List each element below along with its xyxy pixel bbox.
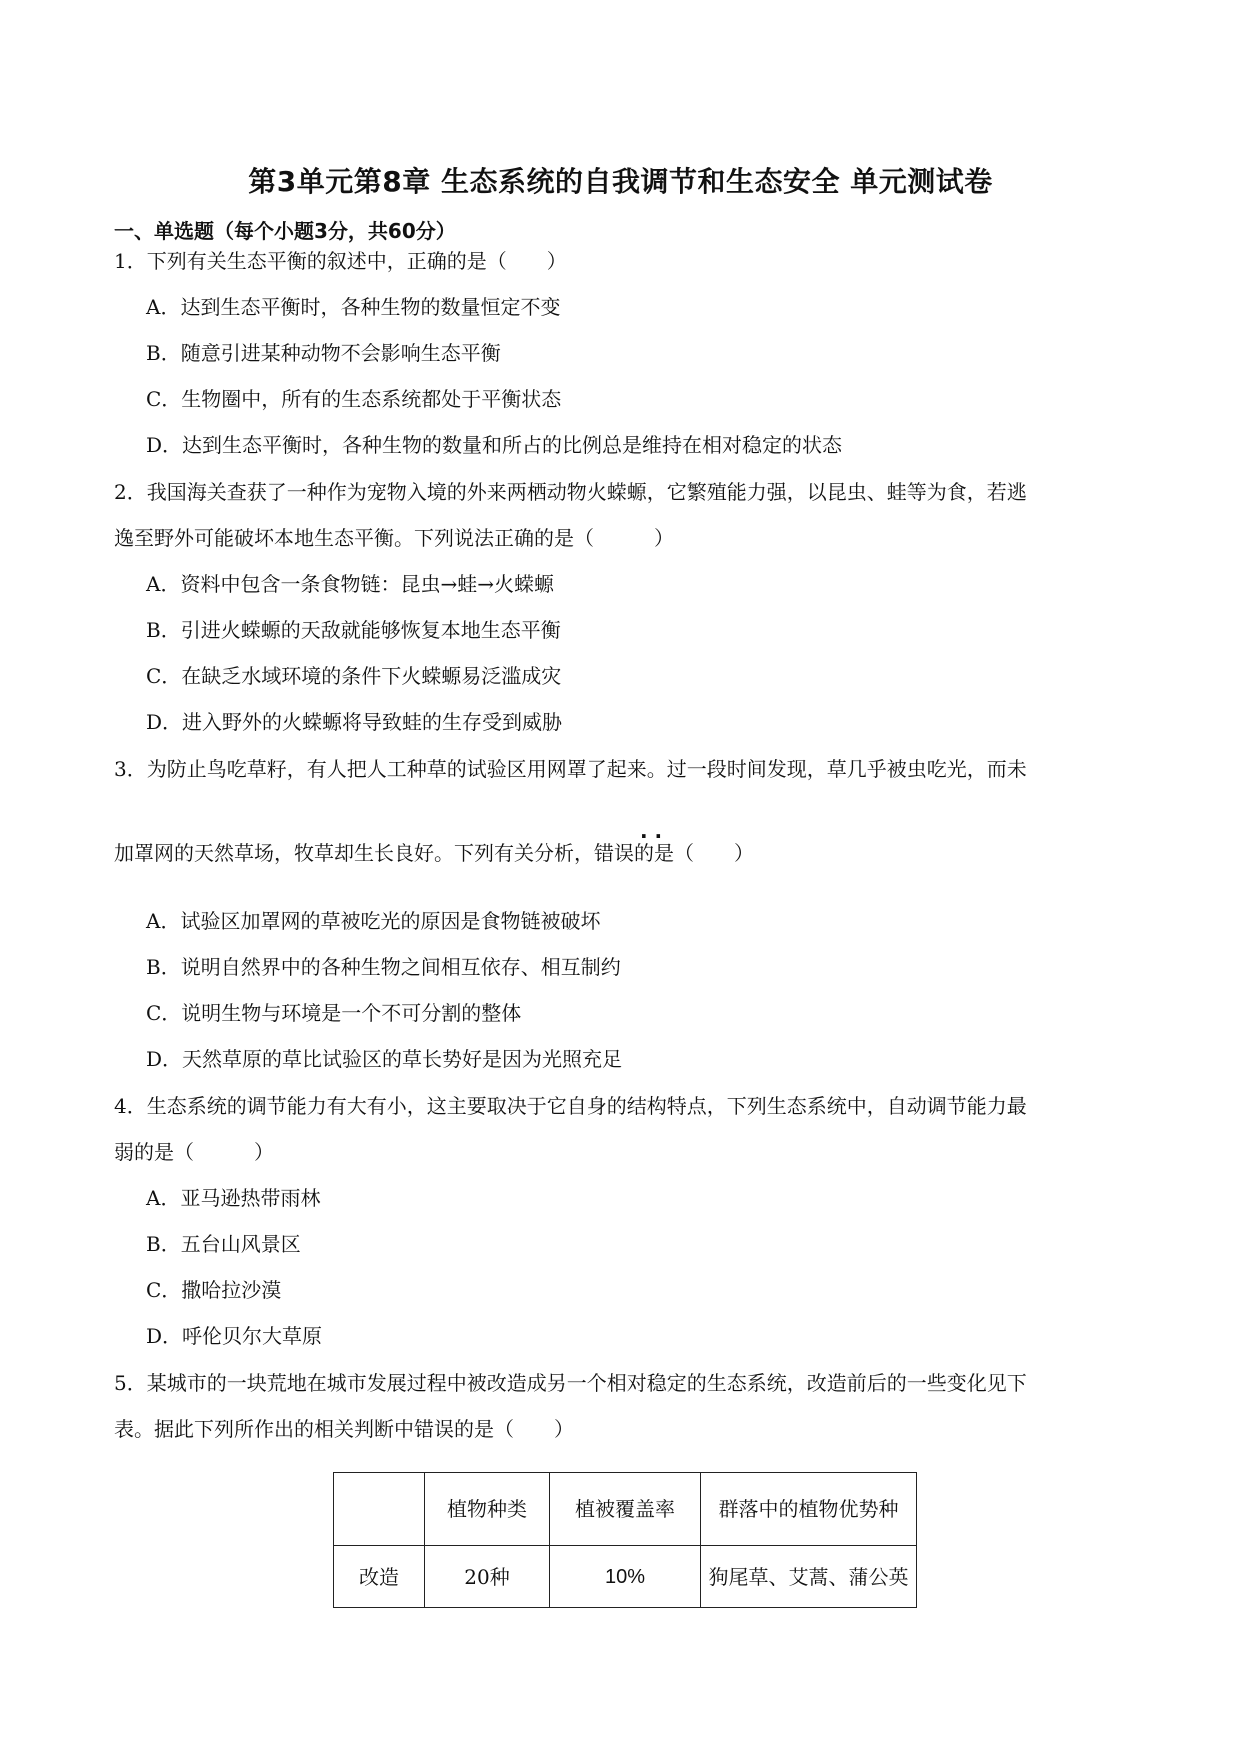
question-4-option-d: D．呼伦贝尔大草原 bbox=[146, 1324, 323, 1348]
table-header-cell: 植物种类 bbox=[425, 1473, 550, 1546]
question-2-stem-line-1: 2．我国海关查获了一种作为宠物入境的外来两栖动物火蝾螈，它繁殖能力强，以昆虫、蛙等为食，若逃 bbox=[114, 480, 1027, 504]
question-2-stem-line-2: 逸至野外可能破坏本地生态平衡。下列说法正确的是（ ） bbox=[114, 526, 674, 550]
table-cell: 10% bbox=[550, 1546, 701, 1608]
page-title: 第3单元第8章 生态系统的自我调节和生态安全 单元测试卷 bbox=[248, 165, 993, 198]
table-header-cell: 群落中的植物优势种 bbox=[701, 1473, 917, 1546]
question-3-option-b: B．说明自然界中的各种生物之间相互依存、相互制约 bbox=[146, 955, 621, 979]
question-1-option-c: C．生物圈中，所有的生态系统都处于平衡状态 bbox=[146, 387, 562, 411]
emphasis-dots: · · bbox=[640, 824, 663, 848]
question-5-stem-line-2: 表。据此下列所作出的相关判断中错误的是（ ） bbox=[114, 1417, 574, 1441]
table-cell: 20种 bbox=[425, 1546, 550, 1608]
question-5-stem-line-1: 5．某城市的一块荒地在城市发展过程中被改造成另一个相对稳定的生态系统，改造前后的一些变化见下 bbox=[114, 1371, 1027, 1395]
table-header-cell bbox=[334, 1473, 425, 1546]
question-2-option-a: A．资料中包含一条食物链：昆虫→蛙→火蝾螈 bbox=[146, 572, 554, 596]
section-heading: 一、单选题（每个小题3分，共60分） bbox=[114, 219, 456, 243]
question-1-option-a: A．达到生态平衡时，各种生物的数量恒定不变 bbox=[146, 295, 561, 319]
question-4-stem-line-2: 弱的是（ ） bbox=[114, 1140, 274, 1164]
question-3-stem-line-2: 加罩网的天然草场，牧草却生长良好。下列有关分析，错误的是（ ） bbox=[114, 841, 754, 865]
table-header-cell: 植被覆盖率 bbox=[550, 1473, 701, 1546]
question-2-option-d: D．进入野外的火蝾螈将导致蛙的生存受到威胁 bbox=[146, 710, 563, 734]
question-2-option-b: B．引进火蝾螈的天敌就能够恢复本地生态平衡 bbox=[146, 618, 561, 642]
question-3-stem-line-1: 3．为防止鸟吃草籽，有人把人工种草的试验区用网罩了起来。过一段时间发现，草几乎被虫吃光，而未 bbox=[114, 757, 1027, 781]
question-1-stem: 1．下列有关生态平衡的叙述中，正确的是（ ） bbox=[114, 249, 567, 273]
question-2-option-c: C．在缺乏水域环境的条件下火蝾螈易泛滥成灾 bbox=[146, 664, 562, 688]
data-table bbox=[333, 1472, 917, 1608]
table-row bbox=[334, 1546, 917, 1608]
question-4-option-c: C．撒哈拉沙漠 bbox=[146, 1278, 282, 1302]
table-cell: 改造 bbox=[334, 1546, 425, 1608]
question-1-option-d: D．达到生态平衡时，各种生物的数量和所占的比例总是维持在相对稳定的状态 bbox=[146, 433, 843, 457]
table-cell: 狗尾草、艾蒿、蒲公英 bbox=[701, 1546, 917, 1608]
question-3-option-a: A．试验区加罩网的草被吃光的原因是食物链被破坏 bbox=[146, 909, 601, 933]
question-3-option-c: C．说明生物与环境是一个不可分割的整体 bbox=[146, 1001, 522, 1025]
table-header-row bbox=[334, 1473, 917, 1546]
question-3-option-d: D．天然草原的草比试验区的草长势好是因为光照充足 bbox=[146, 1047, 623, 1071]
question-4-option-b: B．五台山风景区 bbox=[146, 1232, 301, 1256]
question-4-stem-line-1: 4．生态系统的调节能力有大有小，这主要取决于它自身的结构特点，下列生态系统中，自动调节能力最 bbox=[114, 1094, 1027, 1118]
question-4-option-a: A．亚马逊热带雨林 bbox=[146, 1186, 321, 1210]
question-1-option-b: B．随意引进某种动物不会影响生态平衡 bbox=[146, 341, 501, 365]
